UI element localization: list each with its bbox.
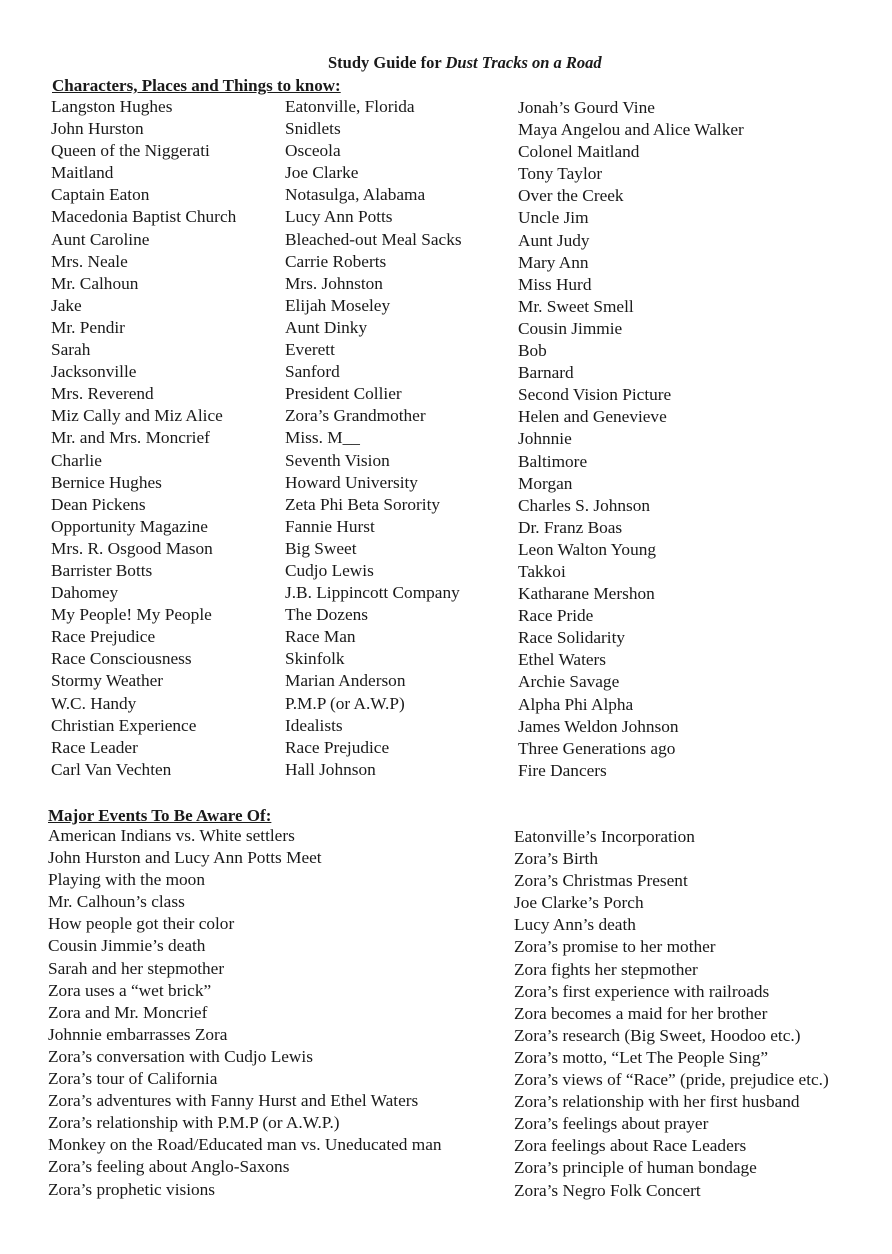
list-item: John Hurston — [51, 119, 144, 139]
list-item: Howard University — [285, 472, 418, 492]
list-item: Mr. Sweet Smell — [518, 296, 634, 316]
list-item: Zeta Phi Beta Sorority — [285, 494, 441, 514]
list-item: Second Vision Picture — [518, 385, 672, 405]
list-item: Race Prejudice — [285, 737, 390, 757]
list-item: Cudjo Lewis — [285, 560, 374, 580]
list-item: Zora’s motto, “Let The People Sing” — [514, 1047, 769, 1067]
list-item: Maya Angelou and Alice Walker — [518, 120, 744, 140]
list-item: Jacksonville — [51, 362, 137, 382]
list-item: Fannie Hurst — [285, 516, 375, 536]
list-item: Barrister Botts — [51, 560, 153, 580]
list-item: Race Man — [285, 627, 356, 647]
list-item: Zora’s research (Big Sweet, Hoodoo etc.) — [514, 1025, 801, 1045]
list-item: Zora’s Grandmother — [285, 406, 426, 426]
list-item: Zora’s relationship with her first husband — [514, 1092, 800, 1112]
list-item: Zora’s Christmas Present — [514, 871, 688, 891]
list-item: Sanford — [285, 362, 340, 382]
list-item: Mr. Pendir — [51, 317, 125, 337]
list-item: Zora fights her stepmother — [514, 959, 698, 979]
list-item: Opportunity Magazine — [51, 516, 208, 536]
list-item: Colonel Maitland — [518, 142, 640, 162]
list-item: How people got their color — [48, 914, 235, 934]
list-item: Cousin Jimmie’s death — [48, 936, 206, 956]
list-item: Aunt Judy — [518, 230, 590, 250]
list-item: Langston Hughes — [51, 97, 173, 116]
list-item: Mr. Calhoun — [51, 273, 139, 293]
list-item: Macedonia Baptist Church — [51, 207, 237, 227]
list-item: Charles S. Johnson — [518, 495, 651, 515]
list-item: Race Leader — [51, 737, 138, 757]
list-item: Zora’s feelings about prayer — [514, 1114, 709, 1134]
list-item: Barnard — [518, 363, 574, 383]
list-item: Everett — [285, 340, 335, 360]
list-item: Race Pride — [518, 606, 594, 626]
list-item: Jonah’s Gourd Vine — [518, 98, 655, 117]
list-item: Marian Anderson — [285, 671, 406, 691]
list-item: Aunt Dinky — [285, 317, 368, 337]
list-item: Sarah and her stepmother — [48, 958, 225, 978]
list-item: Miz Cally and Miz Alice — [51, 406, 223, 426]
characters-column-3 — [518, 97, 744, 782]
list-item: Mrs. R. Osgood Mason — [51, 538, 213, 558]
list-item: Ethel Waters — [518, 650, 607, 670]
list-item: Zora’s Birth — [514, 849, 598, 869]
list-item: Zora and Mr. Moncrief — [48, 1002, 208, 1022]
page-title — [328, 53, 602, 73]
list-item: Katharane Mershon — [518, 584, 655, 604]
list-item: Zora feelings about Race Leaders — [514, 1136, 747, 1156]
list-item: Baltimore — [518, 451, 588, 471]
list-item: Jake — [51, 295, 82, 315]
list-item: Race Prejudice — [51, 627, 156, 647]
list-item: Mr. Calhoun’s class — [48, 892, 185, 912]
list-item: Zora’s views of “Race” (pride, prejudice etc.) — [514, 1070, 829, 1090]
list-item: Lucy Ann Potts — [285, 207, 393, 227]
list-item: John Hurston and Lucy Ann Potts Meet — [48, 848, 322, 868]
list-item: Eatonville, Florida — [285, 97, 415, 116]
list-item: Johnnie embarrasses Zora — [48, 1024, 228, 1044]
title-prefix: Study Guide for — [328, 53, 446, 72]
list-item: Tony Taylor — [518, 164, 603, 184]
events-column-1 — [48, 825, 442, 1201]
list-item: Mr. and Mrs. Moncrief — [51, 428, 210, 448]
list-item: Zora’s Negro Folk Concert — [514, 1180, 701, 1200]
list-item: Maitland — [51, 163, 114, 183]
list-item: Zora’s feeling about Anglo-Saxons — [48, 1157, 290, 1177]
list-item: Uncle Jim — [518, 208, 589, 228]
list-item: Elijah Moseley — [285, 295, 391, 315]
list-item: Dr. Franz Boas — [518, 517, 623, 537]
list-item: Carl Van Vechten — [51, 759, 172, 779]
list-item: Zora’s adventures with Fanny Hurst and Ethel Waters — [48, 1091, 419, 1111]
list-item: Carrie Roberts — [285, 251, 387, 271]
list-item: Mrs. Neale — [51, 251, 128, 271]
list-item: Miss Hurd — [518, 274, 592, 294]
list-item: Fire Dancers — [518, 760, 607, 780]
list-item: Zora uses a “wet brick” — [48, 980, 212, 1000]
list-item: Zora’s prophetic visions — [48, 1179, 216, 1199]
list-item: Takkoi — [518, 561, 566, 581]
list-item: Aunt Caroline — [51, 229, 150, 249]
list-item: Eatonville’s Incorporation — [514, 827, 695, 846]
list-item: Stormy Weather — [51, 671, 164, 691]
list-item: Race Solidarity — [518, 628, 626, 648]
list-item: Bob — [518, 341, 547, 361]
list-item: Sarah — [51, 340, 91, 360]
characters-column-1 — [51, 96, 236, 781]
list-item: Lucy Ann’s death — [514, 915, 636, 935]
list-item: Dahomey — [51, 583, 119, 603]
list-item: President Collier — [285, 384, 402, 404]
list-item: Skinfolk — [285, 649, 345, 669]
list-item: Snidlets — [285, 119, 341, 139]
list-item: Over the Creek — [518, 186, 624, 206]
list-item: Helen and Genevieve — [518, 407, 667, 427]
list-item: Osceola — [285, 141, 341, 161]
book-title: Dust Tracks on a Road — [445, 53, 602, 72]
list-item: American Indians vs. White settlers — [48, 826, 295, 845]
list-item: Race Consciousness — [51, 649, 192, 669]
list-item: Dean Pickens — [51, 494, 146, 514]
events-column-2 — [514, 826, 829, 1202]
list-item: Idealists — [285, 715, 343, 735]
list-item: P.M.P (or A.W.P) — [285, 693, 405, 713]
list-item: Morgan — [518, 473, 573, 493]
list-item: Monkey on the Road/Educated man vs. Uneducated man — [48, 1135, 442, 1155]
list-item: Zora’s conversation with Cudjo Lewis — [48, 1046, 313, 1066]
events-heading: Major Events To Be Aware Of: — [48, 806, 272, 825]
list-item: Notasulga, Alabama — [285, 185, 426, 205]
list-item: Playing with the moon — [48, 870, 205, 890]
list-item: Three Generations ago — [518, 738, 676, 758]
list-item: The Dozens — [285, 605, 369, 625]
list-item: Cousin Jimmie — [518, 318, 623, 338]
list-item: Big Sweet — [285, 538, 357, 558]
list-item: Johnnie — [518, 429, 572, 449]
list-item: Bernice Hughes — [51, 472, 162, 492]
list-item: Mrs. Reverend — [51, 384, 154, 404]
list-item: James Weldon Johnson — [518, 716, 679, 736]
list-item: Queen of the Niggerati — [51, 141, 210, 161]
characters-heading: Characters, Places and Things to know: — [52, 76, 341, 95]
list-item: Bleached-out Meal Sacks — [285, 229, 462, 249]
list-item: J.B. Lippincott Company — [285, 583, 460, 603]
list-item: Leon Walton Young — [518, 539, 656, 559]
list-item: Joe Clarke — [285, 163, 359, 183]
list-item: Zora’s relationship with P.M.P (or A.W.P.) — [48, 1113, 340, 1133]
list-item: Zora’s promise to her mother — [514, 937, 716, 957]
list-item: Zora’s principle of human bondage — [514, 1158, 757, 1178]
list-item: Seventh Vision — [285, 450, 390, 470]
list-item: W.C. Handy — [51, 693, 137, 713]
list-item: Zora’s tour of California — [48, 1069, 218, 1089]
list-item: My People! My People — [51, 605, 212, 625]
list-item: Mary Ann — [518, 252, 589, 272]
list-item: Zora’s first experience with railroads — [514, 981, 770, 1001]
characters-column-2 — [285, 96, 462, 781]
list-item: Joe Clarke’s Porch — [514, 893, 644, 913]
list-item: Miss. M__ — [285, 428, 360, 448]
list-item: Charlie — [51, 450, 102, 470]
list-item: Alpha Phi Alpha — [518, 694, 634, 714]
list-item: Mrs. Johnston — [285, 273, 383, 293]
list-item: Captain Eaton — [51, 185, 150, 205]
list-item: Archie Savage — [518, 672, 620, 692]
list-item: Zora becomes a maid for her brother — [514, 1003, 768, 1023]
list-item: Christian Experience — [51, 715, 197, 735]
list-item: Hall Johnson — [285, 759, 376, 779]
